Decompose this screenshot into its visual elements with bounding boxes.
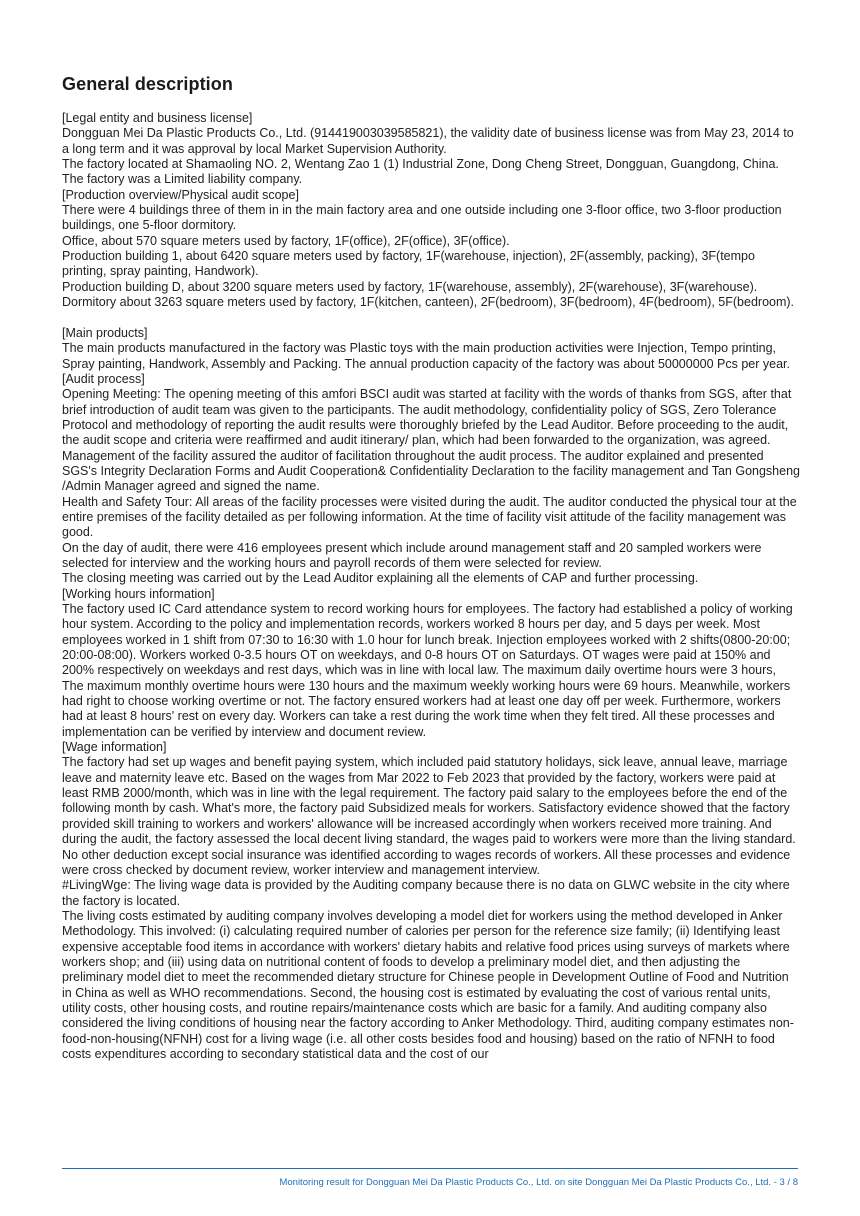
paragraph: Health and Safety Tour: All areas of the facility processes were visited during the audit. The auditor conducted the physical tour at the entire premises of the facility detailed as per following information. At the time of facility visit attitude of the facility management was good. (62, 494, 797, 540)
section-heading: [Audit process] (62, 371, 145, 386)
paragraph: #LivingWge: The living wage data is provided by the Auditing company because there is no data on GLWC website in the city where the factory is located. (62, 878, 790, 908)
paragraph: The factory used IC Card attendance system to record working hours for employees. The factory had established a policy of working hour system. According to the policy and implementation records, workers worked 8 hours per day, and 5 days per week. Most employees worked in 1 shift from 07:30 to 16:30 with 1.0 hour for lunch break. Injection employees worked with 2 shifts(0800-20:00; 20:00-08:00). Workers worked 0-3.5 hours OT on weekdays, and 0-8 hours OT on Saturdays. OT wages were paid at 150% and 200% respectively on weekdays and rest days, which was in line with local law. The maximum daily overtime hours were 3 hours, The maximum monthly overtime hours were 130 hours and the maximum weekly working hours were 69 hours. Meanwhile, workers had right to choose working overtime or not. The factory ensured workers had at least one day off per week. Furthermore, workers had at least 8 hours' rest on every day. Workers can take a rest during the work time when they felt tired. All these processes and implementation can be verified by interview and document review. (62, 602, 793, 739)
paragraph: Office, about 570 square meters used by factory, 1F(office), 2F(office), 3F(office). (62, 233, 510, 248)
paragraph: The factory located at Shamaoling NO. 2, Wentang Zao 1 (1) Industrial Zone, Dong Cheng Street, Dongguan, Guangdong, China. (62, 157, 779, 172)
paragraph: The closing meeting was carried out by the Lead Auditor explaining all the elements of CAP and further processing. (62, 571, 699, 586)
paragraph: Opening Meeting: The opening meeting of this amfori BSCI audit was started at facility with the words of thanks from SGS, after that brief introduction of audit team was given to the participants. The audit methodology, confidentiality policy of SGS, Zero Tolerance Protocol and methodology of reporting the audit results were thoroughly briefed by the Lead Auditor. Before proceeding to the audit, the audit scope and criteria were reaffirmed and audit itinerary/ plan, which had been forwarded to the organization, was agreed. Management of the facility assured the auditor of facilitation throughout the audit process. The auditor explained and presented SGS's Integrity Declaration Forms and Audit Cooperation& Confidentiality Declaration to the facility management and Tan Gongsheng /Admin Manager agreed and signed the name. (62, 387, 800, 494)
paragraph: Dongguan Mei Da Plastic Products Co., Ltd. (91441900303958582​1), the validity date of business license was from May 23, 2014 to a long term and it was approval by local Market Supervision Authority. (62, 126, 794, 156)
section-body (62, 111, 800, 1062)
paragraph: The living costs estimated by auditing company involves developing a model diet for workers using the method developed in Anker Methodology. This involved: (i) calculating required number of calories per person for the reference size family; (ii) Identifying least expensive acceptable food items in accordance with workers' dietary habits and relative food prices using surveys of markets where workers shop; and (iii) using data on nutritional content of foods to develop a preliminary model diet, and then adjusting the preliminary model diet to meet the recommended dietary structure for Chinese people in Development Outline of Food and Nutrition in China as well as WHO recommendations. Second, the housing cost is estimated by evaluating the cost of various rental units, utility costs, other housing costs, and routine repairs/maintenance costs which are basic for a family. And auditing company also considered the living conditions of housing near the factory according to Anker Methodology. Third, auditing company estimates non-food-non-housing(NFNH) cost for a living wage (i.e. all other costs besides food and housing) based on the ratio of NFNH to food costs expenditures according to secondary statistical data and the cost of our (62, 908, 794, 1061)
section-heading: [Production overview/Physical audit scope] (62, 187, 299, 202)
section-heading: [Wage information] (62, 740, 167, 755)
paragraph-spacer (62, 310, 800, 325)
paragraph: Production building 1, about 6420 square meters used by factory, 1F(warehouse, injection), 2F(assembly, packing), 3F(tempo printing, spray painting, Handwork). (62, 249, 755, 279)
section-heading: [Main products] (62, 325, 148, 340)
section-title: General description (62, 74, 233, 94)
paragraph: There were 4 buildings three of them in in the main factory area and one outside including one 3-floor office, two 3-floor production buildings, one 5-floor dormitory. (62, 203, 782, 233)
paragraph: Dormitory about 3263 square meters used by factory, 1F(kitchen, canteen), 2F(bedroom), 3F(bedroom), 4F(bedroom), 5F(bedroom). (62, 295, 795, 310)
paragraph: The factory was a Limited liability company. (62, 172, 303, 187)
paragraph: On the day of audit, there were 416 employees present which include around management staff and 20 sampled workers were selected for interview and the working hours and payroll records of them were selected for review. (62, 540, 762, 570)
section-heading: [Legal entity and business license] (62, 111, 253, 125)
paragraph: The factory had set up wages and benefit paying system, which included paid statutory holidays, sick leave, annual leave, marriage leave and maternity leave etc. Based on the wages from Mar 2022 to Feb 2023 that provided by the factory, workers were paid at least RMB 2000/month, which was in line with the legal requirement. The factory paid salary to the employees before the end of the following month by cash. What's more, the factory paid Subsidized meals for workers. Satisfactory evidence showed that the factory provided skill training to workers and workers' allowance will be increased accordingly when workers received more training. And during the audit, the factory assessed the local decent living standard, the wages paid to workers were more than the living standard. No other deduction except social insurance was identified according to wages records of workers. All these processes and evidence were cross checked by document review, worker interview and management interview. (62, 755, 796, 877)
footer-divider (62, 1168, 798, 1169)
paragraph: Production building D, about 3200 square meters used by factory, 1F(warehouse, assembly), 2F(warehouse), 3F(warehouse). (62, 279, 758, 294)
page-footer: Monitoring result for Dongguan Mei Da Plastic Products Co., Ltd. on site Dongguan Mei Da Plastic Products Co., Ltd. - 3 / 8 (279, 1177, 798, 1188)
paragraph: The main products manufactured in the factory was Plastic toys with the main production activities were Injection, Tempo printing, Spray painting, Handwork, Assembly and Packing. The annual production capacity of the factory was about 50000000 Pcs per year. (62, 341, 790, 371)
section-heading: [Working hours information] (62, 586, 215, 601)
